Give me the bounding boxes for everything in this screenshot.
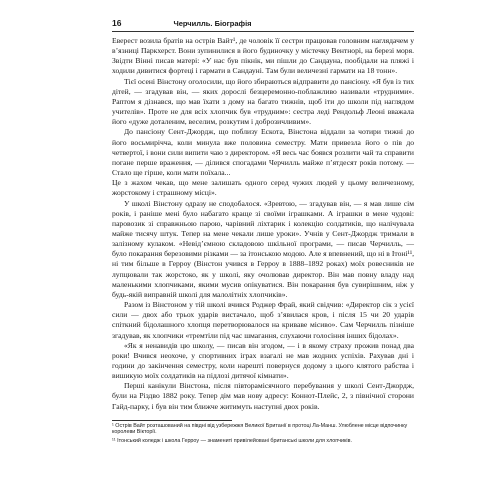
paragraph: Тієї осені Вінстону оголосили, що його збираються відправити до пансіону. «Я був із тих дітей, — згадував він, — яких дорослі безцеремонно-поблажливо називали «трудними». Раптом я дізнався, що мав їхати з дому на багато тижнів, щоб іти до школи під наглядом учителів». Проте не для всіх хлопчик був «трудним»: сестра леді Рендольф Леоні вважала його «дуже доталеним, веселим, розкутим і доброзичливим». [112, 76, 414, 127]
paragraph: «Як я ненавидів цю школу, — писав він згодом, — і в якому страху прожив понад два роки! Вчився неохоче, у спортивних іграх взагалі не мав жодних успіхів. Рахував дні і години до закінчення семестру, коли нарешті повернуся додому з цього клятого рабства і вишикую моїх солдатиків на підлозі дитячої кімнати». [112, 340, 414, 381]
footnote: ¹¹ Ітонський коледж і школа Герроу — знамениті привілейовані британські школи для хлопчиків. [112, 437, 352, 444]
page-number: 16 [112, 18, 122, 28]
footnote: ¹ Острів Вайт розташований на півдні від узбережжя Великої Британії в протоці Ла-Манш. Улюблене місце відпочинку королеви Вікторії. [112, 422, 408, 436]
paragraph: Перші канікули Вінстона, після півторамісячного перебування у школі Сент-Джордж, були на Різдво 1882 року. Тепер дім мав нову адресу: Коннот-Плейс, 2, з північної сторони Гайд-парку, і був він тим ближче житимуть наступні двох років. [112, 381, 414, 411]
body-text [112, 36, 414, 412]
paragraph: Разом із Вінстоном у тій школі вчився Роджер Фрай, який свідчив: «Директор сік з усієї сили — двох або трьох ударів вистачало, щоб з’явилася кров, і після 15 чи 20 ударів спіткний бідолашного хлопця перетворювалося на криваве місиво». Сам Черчилль пізніше згадував, як хлопчики «тремтіли під час шмагання, слухаючи голосіння інших бідолах». [112, 300, 414, 340]
footnote-rule [112, 420, 232, 421]
running-header [112, 18, 414, 32]
running-title: Черчилль. Біографія [173, 19, 252, 28]
paragraph: У школі Вінстону одразу не сподобалося. «Зревтою, — згадував він, — я мав лише сім років, і раніше мені було набагато краще зі своїми іграшками. А іграшки в мене чудові: паровозик зі справжньою парою, чарівний ліхтарик і колекцію солдатиків, що налічувала майже тисячу штук. Тепер на мене чекали лише уроки». Учнів у Сент-Джордж тримали в залізному кулаком. «Невід’ємною складовою шкільної програми, — писав Черчилль, — було покарання березовими різками — за ітонською модою. Але я впевнений, що ні в Ітоні¹¹, ні тим більше в Герроу (Вінстон учився в Герроу в 1888–1892 роках) моїх ровесників не лупцювали так жорстоко, як у школі, яку очолював директор. Він мав повну владу над маленькими хлопчиками, якими мусив опікуватися. Він покарання був сувирішним, ніж у будь-якій виправній школі для малолітніх хлопчиків». [112, 198, 414, 299]
paragraph: Це з жахом чекав, що мене залишать одного серед чужих людей у цьому величезному, жорстокому і страшному місці». [112, 178, 414, 198]
paragraph: Еверест возила братів на острів Вайт¹, де чоловік її сестри працював головним наглядачем у в’язниці Паркхерст. Вони зупинилися в його будиночку у містечку Вентнорі, на березі моря. Звідти Вінні писав матері: «У нас був пікнік, ми пішли до Сандауна, пообідали на пляжі і ходили дивитися фортеці і гармати в Сандауні. Там були величезні гармати на 18 тонн». [112, 36, 414, 76]
paragraph: До пансіону Сент-Джордж, що поблизу Ескота, Вінстона віддали за чотири тижні до його восьмирічча, коли минула вже половина семестру. Мати привезла його о пів до четвертої, і вони сили випити чаю з директором. «Я весь час боявся розлити чай та справити погане перше враження, — ділився спогадами Черчилль майже п’ятдесят років потому. — Стало ще гірше, коли мати поїхала... [112, 127, 414, 178]
